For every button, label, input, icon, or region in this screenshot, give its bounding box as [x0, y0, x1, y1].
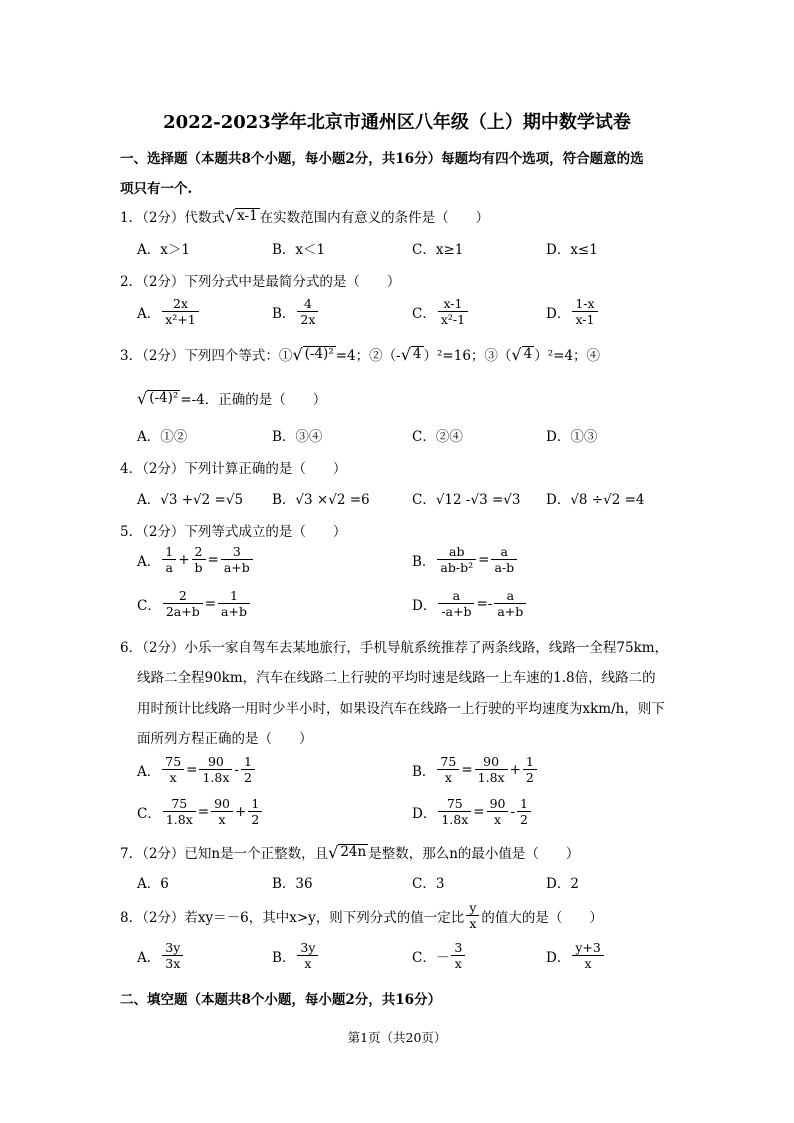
q4-option-c: C．√12 -√3 =√3 — [412, 492, 521, 508]
denominator: 1.8x — [441, 812, 469, 827]
fraction — [297, 296, 318, 328]
radical-sign: √ — [292, 344, 303, 364]
denominator: x²-1 — [440, 312, 466, 327]
q2-option-a — [137, 296, 201, 328]
numerator: 1 — [162, 544, 176, 560]
denominator: 3x — [165, 956, 181, 971]
q1-prefix: 1．（2分）代数式 — [120, 210, 225, 226]
fraction — [494, 588, 526, 620]
numerator: 1 — [523, 754, 537, 770]
q5-option-a — [137, 544, 255, 576]
q2-option-c — [412, 296, 470, 328]
numerator: 1-x — [572, 296, 597, 312]
q4-stem: 4．（2分）下列计算正确的是（ ） — [120, 461, 347, 477]
numerator: 75 — [437, 754, 459, 770]
fraction — [438, 796, 471, 828]
q8-option-d — [546, 940, 606, 972]
q8-prefix: 8．（2分）若xy＝－6，其中x>y，则下列分式的值一定比 — [120, 910, 465, 926]
denominator: 1.8x — [202, 770, 230, 785]
q5-option-b — [412, 544, 519, 576]
q5-stem: 5．（2分）下列等式成立的是（ ） — [120, 524, 347, 540]
option-label: D． — [412, 598, 437, 614]
option-label: B． — [272, 950, 296, 966]
denominator: a+b — [223, 560, 250, 575]
denominator: 2 — [251, 812, 260, 827]
q6-option-a — [137, 754, 257, 786]
numerator: 90 — [487, 796, 509, 812]
fraction — [437, 754, 459, 786]
radicand: 4 — [523, 346, 533, 362]
q1-suffix: 在实数范围内有意义的条件是（ ） — [259, 210, 490, 226]
denominator: x — [218, 812, 226, 827]
denominator: -a+b — [441, 604, 472, 619]
q7-suffix: 是整数，那么n的最小值是（ ） — [368, 846, 580, 862]
q6-option-c — [137, 796, 264, 828]
q5-option-c — [137, 588, 252, 620]
denominator: 1.8x — [165, 812, 193, 827]
radical-sign: √ — [328, 842, 339, 862]
fraction — [199, 754, 232, 786]
section1-heading-line1: 一、选择题（本题共8个小题，每小题2分，共16分）每题均有四个选项，符合题意的选 — [120, 151, 644, 167]
operator: + — [235, 804, 247, 820]
numerator: 90 — [211, 796, 233, 812]
fraction — [466, 900, 479, 932]
radicand: (-4)² — [304, 346, 334, 362]
denominator: x — [584, 956, 592, 971]
q7-prefix: 7．（2分）已知n是一个正整数，且 — [120, 846, 329, 862]
numerator: 4 — [297, 296, 318, 312]
q1-option-d: D．x≤1 — [546, 242, 598, 258]
denominator: x — [494, 812, 502, 827]
numerator: 2 — [163, 588, 203, 604]
question-7 — [120, 842, 579, 862]
operator: = — [204, 596, 217, 612]
numerator: 90 — [199, 754, 232, 770]
numerator: 2 — [192, 544, 206, 560]
fraction — [241, 754, 255, 786]
denominator: x-1 — [575, 312, 595, 327]
q6-line3: 用时预计比线路一用时少半小时，如果设汽车在线路一上行驶的平均速度为xkm/h，则下 — [137, 701, 665, 717]
denominator: 2x — [300, 312, 316, 327]
denominator: x — [169, 770, 177, 785]
q3-option-d: D．①③ — [546, 429, 598, 445]
q4-option-d: D．√8 ÷√2 =4 — [546, 492, 645, 508]
q7-option-c: C．3 — [412, 876, 445, 892]
fraction — [572, 940, 604, 972]
option-label: B． — [272, 306, 296, 322]
numerator: 1 — [248, 796, 262, 812]
numerator: 3y — [162, 940, 183, 956]
numerator: 75 — [163, 796, 196, 812]
fraction — [162, 754, 184, 786]
numerator: 2x — [162, 296, 199, 312]
q2-option-b — [272, 296, 320, 328]
operator: - — [234, 762, 239, 778]
numerator: 3 — [221, 544, 253, 560]
fraction — [192, 544, 206, 576]
fraction — [487, 796, 509, 828]
q3-text-b: =4；②（- — [335, 348, 401, 364]
operator: =- — [476, 596, 493, 612]
option-label: C．－ — [412, 950, 450, 966]
fraction — [162, 544, 176, 576]
denominator: 2a+b — [165, 604, 200, 619]
q2-stem: 2．（2分）下列分式中是最简分式的是（ ） — [120, 274, 401, 290]
q8-option-c — [412, 940, 467, 972]
q5-option-d — [412, 588, 528, 620]
denominator: x²+1 — [165, 312, 196, 327]
q8-suffix: 的值大的是（ ） — [481, 910, 603, 926]
operator: - — [510, 804, 516, 820]
denominator: 1.8x — [477, 770, 505, 785]
q3-text-a: 3．（2分）下列四个等式：① — [120, 348, 293, 364]
option-label: A． — [137, 764, 161, 780]
operator: = — [207, 552, 219, 568]
q3-option-c: C．②④ — [412, 429, 463, 445]
numerator: 90 — [475, 754, 508, 770]
fraction — [437, 544, 476, 576]
fraction — [438, 588, 474, 620]
denominator: x — [469, 916, 477, 931]
fraction — [297, 940, 318, 972]
option-label: D． — [546, 306, 571, 322]
q8-option-a — [137, 940, 185, 972]
q3-option-b: B．③④ — [272, 429, 323, 445]
numerator: 3 — [451, 940, 465, 956]
q3-text-d: ）²=4；④ — [534, 348, 601, 364]
fraction — [211, 796, 233, 828]
q7-radicand: 24n — [340, 844, 367, 860]
q2-option-d — [546, 296, 600, 328]
q1-option-c: C．x≥1 — [412, 242, 464, 258]
numerator: a — [438, 588, 474, 604]
denominator: 2 — [525, 770, 534, 785]
fraction — [572, 296, 597, 328]
fraction — [163, 796, 196, 828]
q3-text-c: ）²=16；③（ — [423, 348, 512, 364]
numerator: y — [466, 900, 479, 916]
q7-option-d: D．2 — [546, 876, 579, 892]
radical-sign: √ — [224, 206, 236, 226]
denominator: x — [304, 956, 312, 971]
q6-option-d — [412, 796, 533, 828]
option-label: A． — [137, 554, 161, 570]
option-label: B． — [412, 764, 436, 780]
denominator: 2 — [243, 770, 252, 785]
page-title: 2022-2023学年北京市通州区八年级（上）期中数学试卷 — [163, 112, 631, 133]
fraction — [491, 544, 517, 576]
denominator: ab-b² — [440, 560, 474, 575]
radical-sign: √ — [400, 344, 411, 364]
numerator: 3y — [297, 940, 318, 956]
fraction — [475, 754, 508, 786]
q1-radicand: x-1 — [237, 208, 258, 224]
fraction — [218, 588, 250, 620]
option-label: C． — [137, 598, 161, 614]
denominator: a+b — [221, 604, 247, 619]
operator: = — [478, 552, 490, 568]
option-label: D． — [412, 806, 437, 822]
q7-option-a: A．6 — [137, 876, 169, 892]
denominator: a+b — [497, 604, 524, 619]
numerator: a — [491, 544, 517, 560]
operator: + — [178, 552, 190, 568]
option-label: A． — [137, 306, 161, 322]
fraction — [248, 796, 262, 828]
q3-line2 — [137, 388, 326, 408]
operator: + — [509, 762, 521, 778]
fraction — [221, 544, 253, 576]
option-label: B． — [412, 554, 436, 570]
operator: = — [186, 762, 198, 778]
denominator: a-b — [494, 560, 515, 575]
denominator: x — [444, 770, 452, 785]
operator: = — [461, 762, 473, 778]
q7-option-b: B．36 — [272, 876, 313, 892]
q3-line1 — [120, 344, 600, 364]
numerator: 75 — [162, 754, 184, 770]
q6-line2: 线路二全程90km，汽车在线路二上行驶的平均时速是线路一上车速的1.8倍，线路二的 — [137, 670, 656, 686]
option-label: C． — [137, 806, 161, 822]
q4-option-b: B．√3 ×√2 =6 — [272, 492, 370, 508]
q1-option-b: B．x＜1 — [272, 242, 326, 258]
radicand: (-4)² — [149, 390, 179, 406]
numerator: 1 — [218, 588, 250, 604]
fraction — [451, 940, 465, 972]
q3-text-e: =-4．正确的是（ ） — [180, 392, 327, 408]
q6-option-b — [412, 754, 539, 786]
fraction — [523, 754, 537, 786]
denominator: b — [194, 560, 203, 575]
numerator: 1 — [517, 796, 531, 812]
numerator: ab — [437, 544, 476, 560]
radicand: 4 — [412, 346, 422, 362]
section2-heading: 二、填空题（本题共8个小题，每小题2分，共16分） — [120, 992, 442, 1008]
radical-sign: √ — [137, 388, 148, 408]
page-footer: 第1页（共20页） — [347, 1030, 447, 1045]
question-8 — [120, 900, 603, 932]
numerator: 75 — [438, 796, 471, 812]
q6-line4: 面所列方程正确的是（ ） — [137, 731, 313, 747]
q3-option-a: A．①② — [137, 429, 188, 445]
q8-option-b — [272, 940, 320, 972]
operator: = — [197, 804, 210, 820]
fraction — [162, 296, 199, 328]
numerator: y+3 — [572, 940, 604, 956]
radical-sign: √ — [511, 344, 522, 364]
option-label: A． — [137, 950, 161, 966]
fraction — [517, 796, 531, 828]
denominator: 2 — [520, 812, 528, 827]
numerator: x-1 — [438, 296, 468, 312]
numerator: a — [494, 588, 526, 604]
fraction — [438, 296, 468, 328]
denominator: x — [454, 956, 462, 971]
numerator: 1 — [241, 754, 255, 770]
section1-heading-line2: 项只有一个. — [120, 181, 193, 197]
fraction — [162, 940, 183, 972]
question-1 — [120, 206, 489, 226]
fraction — [163, 588, 203, 620]
denominator: a — [165, 560, 173, 575]
q6-line1: 6．（2分）小乐一家自驾车去某地旅行，手机导航系统推荐了两条线路，线路一全程75km， — [120, 640, 669, 656]
q4-option-a: A．√3 +√2 =√5 — [137, 492, 244, 508]
option-label: C． — [412, 306, 436, 322]
operator: = — [473, 804, 485, 820]
option-label: D． — [546, 950, 571, 966]
q1-option-a: A．x＞1 — [137, 242, 190, 258]
